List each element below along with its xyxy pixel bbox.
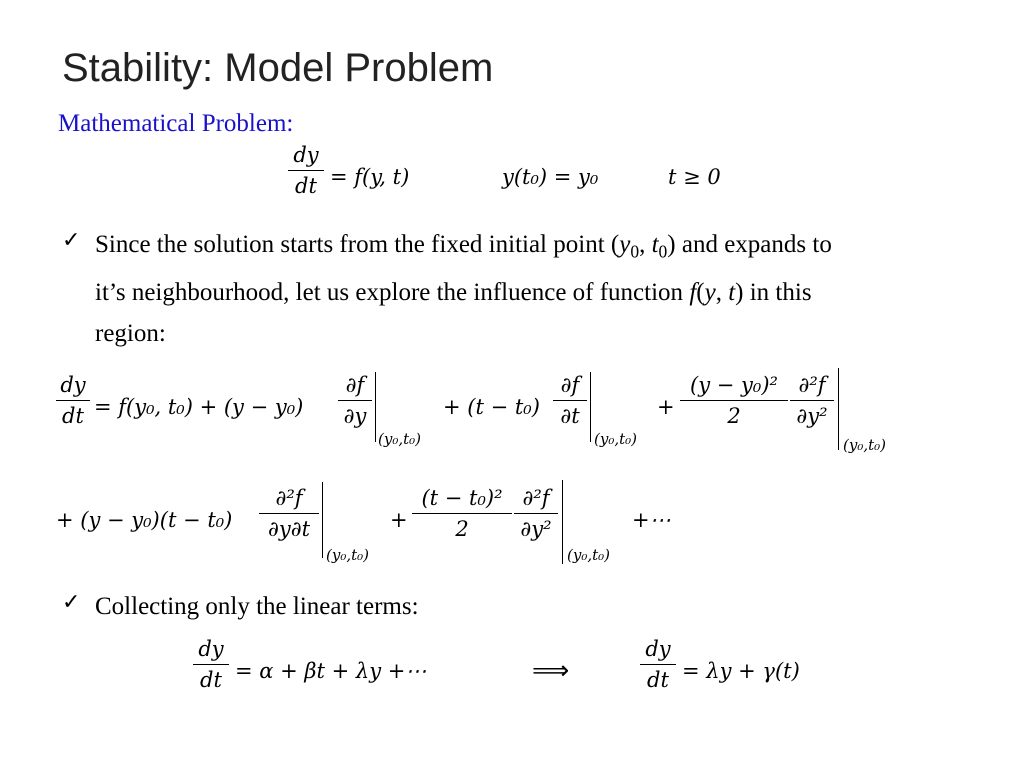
taylor-term: + (t − t₀) (443, 395, 540, 419)
model-equation-rhs: = λy + γ(t) (682, 659, 800, 683)
fraction-numerator: dy (293, 143, 319, 167)
second-partial-f-y-t: ∂²f ∂y∂t (259, 486, 319, 541)
second-partial-f-y2: ∂²f ∂y² (514, 486, 558, 541)
coefficient-fraction: (y − y₀)² 2 (680, 373, 788, 428)
second-partial-f-y2: ∂²f ∂y² (790, 373, 834, 428)
checkmark-icon: ✓ (62, 228, 81, 253)
implies-arrow: ⟹ (532, 656, 570, 686)
initial-condition: y(t₀) = y₀ (502, 165, 599, 189)
plus-sign: + (657, 395, 675, 419)
evaluation-bar (562, 480, 563, 564)
plus-sign: + (390, 508, 408, 532)
coefficient-fraction: (t − t₀)² 2 (412, 486, 512, 541)
evaluation-bar (590, 372, 591, 442)
dy-dt-fraction: dy dt (56, 373, 90, 428)
dy-dt-fraction: dy dt (640, 637, 676, 692)
taylor-term: = f(y₀, t₀) + (y − y₀) (94, 395, 304, 419)
evaluation-point: (y₀,t₀) (326, 546, 370, 564)
evaluation-bar (375, 372, 376, 442)
fraction-denominator: dt (295, 174, 317, 198)
problem-rhs: = f(y, t) (330, 165, 410, 189)
dy-dt-fraction: dy dt (193, 637, 229, 692)
evaluation-point: (y₀,t₀) (843, 436, 887, 454)
evaluation-point: (y₀,t₀) (567, 546, 611, 564)
fraction-bar (288, 170, 324, 171)
taylor-term: + (y − y₀)(t − t₀) (56, 508, 233, 532)
partial-f-partial-y: ∂f ∂y (338, 373, 372, 428)
section-label: Mathematical Problem: (58, 110, 294, 137)
evaluation-point: (y₀,t₀) (594, 430, 638, 448)
dy-dt-fraction (288, 143, 324, 198)
evaluation-bar (322, 482, 323, 558)
evaluation-bar (838, 368, 839, 450)
bullet-text: Since the solution starts from the fixed initial point ($y_0$, $t_0$) and expands to it’s neighbourhood, let us explore the influence of function f(y, t) in this region: (95, 231, 832, 348)
trailing-terms: +⋯ (632, 508, 671, 532)
bullet-text: Collecting only the linear terms: (95, 593, 419, 620)
slide-title: Stability: Model Problem (62, 46, 494, 90)
partial-f-partial-t: ∂f ∂t (553, 373, 587, 428)
time-domain: t ≥ 0 (668, 165, 721, 189)
linear-rhs: = α + βt + λy +⋯ (235, 659, 427, 683)
checkmark-icon: ✓ (62, 590, 81, 615)
evaluation-point: (y₀,t₀) (378, 430, 422, 448)
